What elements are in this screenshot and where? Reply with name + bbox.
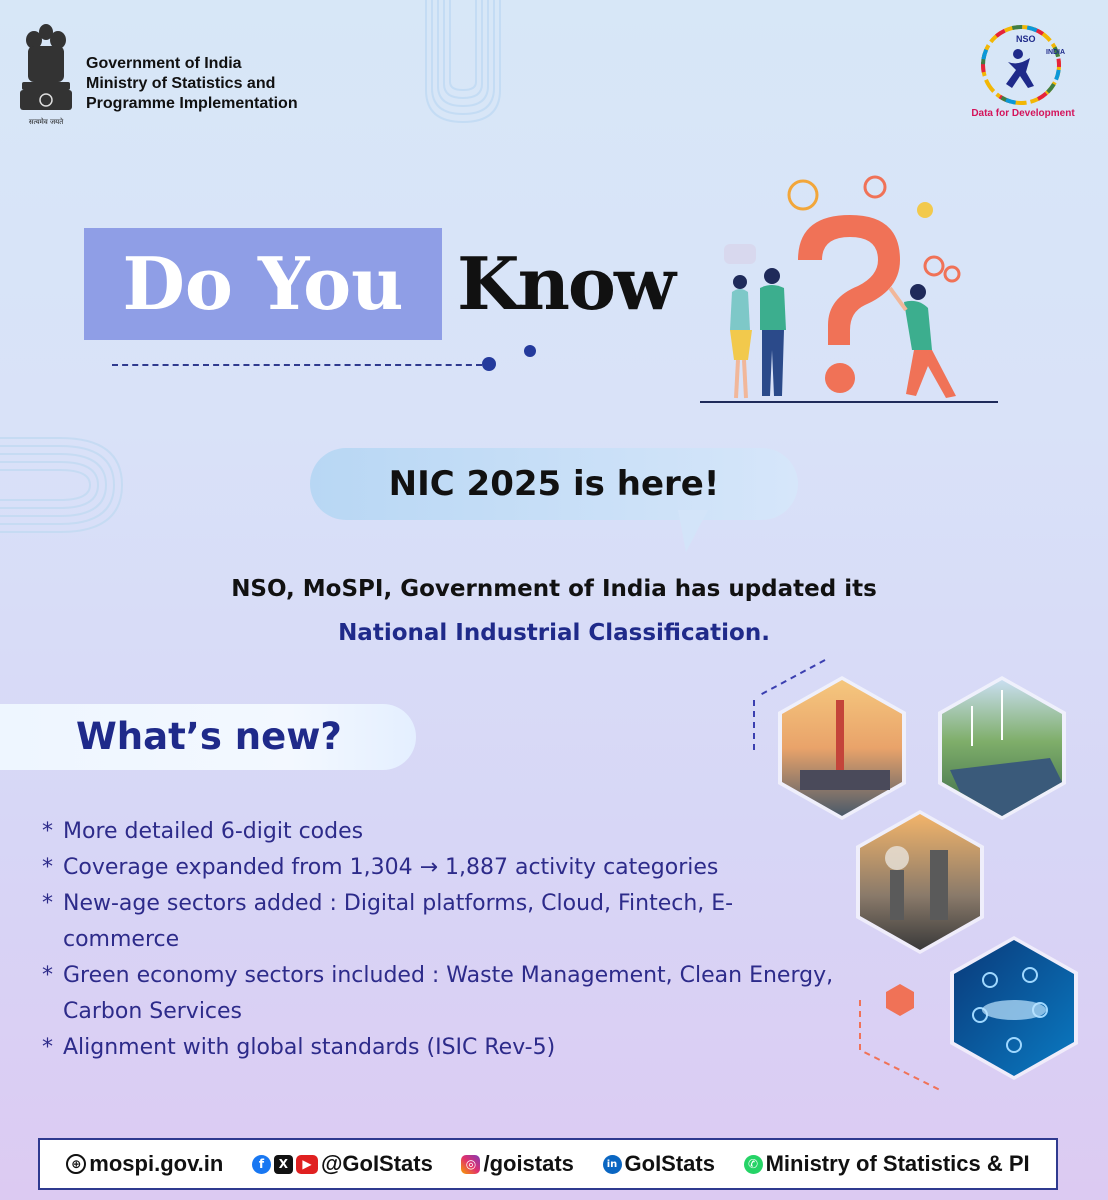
- x-twitter-icon: X: [274, 1155, 293, 1174]
- headline-do-you: Do You: [122, 241, 404, 326]
- footer-linkedin[interactable]: [603, 1151, 715, 1177]
- linkedin-icon: in: [603, 1155, 622, 1174]
- emblem-motto: सत्यमेव जयते: [28, 118, 64, 126]
- decorative-arches-left: [0, 430, 130, 540]
- bullet-star: *: [42, 819, 53, 844]
- social-handle-text: @GoIStats: [320, 1151, 433, 1176]
- whatsapp-text: Ministry of Statistics & PI: [765, 1151, 1030, 1176]
- nso-india-logo: [958, 22, 1088, 124]
- feature-text: Green economy sectors included : Waste Management, Clean Energy, Carbon Services: [63, 963, 834, 1024]
- footer-instagram[interactable]: [461, 1151, 573, 1177]
- bullet-star: *: [42, 891, 53, 916]
- dashed-divider: [112, 364, 482, 366]
- nso-logo-icon: [958, 22, 1088, 108]
- instagram-text: /goistats: [483, 1151, 574, 1176]
- list-item: [42, 958, 842, 1030]
- ministry-name-block: [86, 54, 298, 114]
- footer-social-bar: [38, 1138, 1058, 1190]
- update-line-1: NSO, MoSPI, Government of India has updated its: [231, 576, 877, 602]
- bullet-star: *: [42, 855, 53, 880]
- website-text: mospi.gov.in: [89, 1151, 224, 1176]
- feature-list: [42, 814, 842, 1066]
- gov-line-2: Ministry of Statistics and: [86, 75, 276, 92]
- list-item: [42, 886, 802, 958]
- divider-dot: [524, 345, 536, 357]
- people-question-mark-illustration: [700, 170, 1000, 405]
- nso-logo-sub: INDIA: [1046, 49, 1066, 56]
- list-item: [42, 850, 842, 886]
- facebook-icon: f: [252, 1155, 271, 1174]
- instagram-icon: ◎: [461, 1155, 480, 1174]
- feature-text: Alignment with global standards (ISIC Rev-5): [63, 1035, 556, 1060]
- list-item: [42, 1030, 842, 1066]
- list-item: [42, 814, 842, 850]
- feature-text: More detailed 6-digit codes: [63, 819, 364, 844]
- decorative-arches: [418, 0, 508, 130]
- youtube-icon: ▶: [296, 1155, 318, 1174]
- nso-logo-text: NSO: [1016, 34, 1036, 44]
- globe-icon: ⊕: [66, 1154, 86, 1174]
- bullet-star: *: [42, 963, 53, 988]
- divider-dot: [482, 357, 496, 371]
- footer-whatsapp[interactable]: [744, 1151, 1030, 1177]
- bullet-star: *: [42, 1035, 53, 1060]
- footer-website[interactable]: [66, 1151, 223, 1177]
- industry-hexagon-collage: [740, 650, 1108, 1120]
- gov-line-3: Programme Implementation: [86, 95, 298, 112]
- announcement-text: NIC 2025 is here!: [388, 464, 720, 504]
- feature-text: New-age sectors added : Digital platforms, Cloud, Fintech, E-commerce: [63, 891, 734, 952]
- national-emblem-icon: [14, 20, 78, 130]
- whats-new-title: What’s new?: [76, 715, 342, 758]
- update-line-2: National Industrial Classification.: [338, 620, 770, 646]
- feature-text: Coverage expanded from 1,304 → 1,887 activity categories: [63, 855, 719, 880]
- footer-social-handle[interactable]: [252, 1151, 433, 1177]
- linkedin-text: GoIStats: [624, 1151, 715, 1176]
- nso-tagline: Data for Development: [971, 108, 1075, 119]
- headline-know: Know: [457, 241, 674, 326]
- whatsapp-icon: ✆: [744, 1155, 763, 1174]
- gov-line-1: Government of India: [86, 55, 242, 72]
